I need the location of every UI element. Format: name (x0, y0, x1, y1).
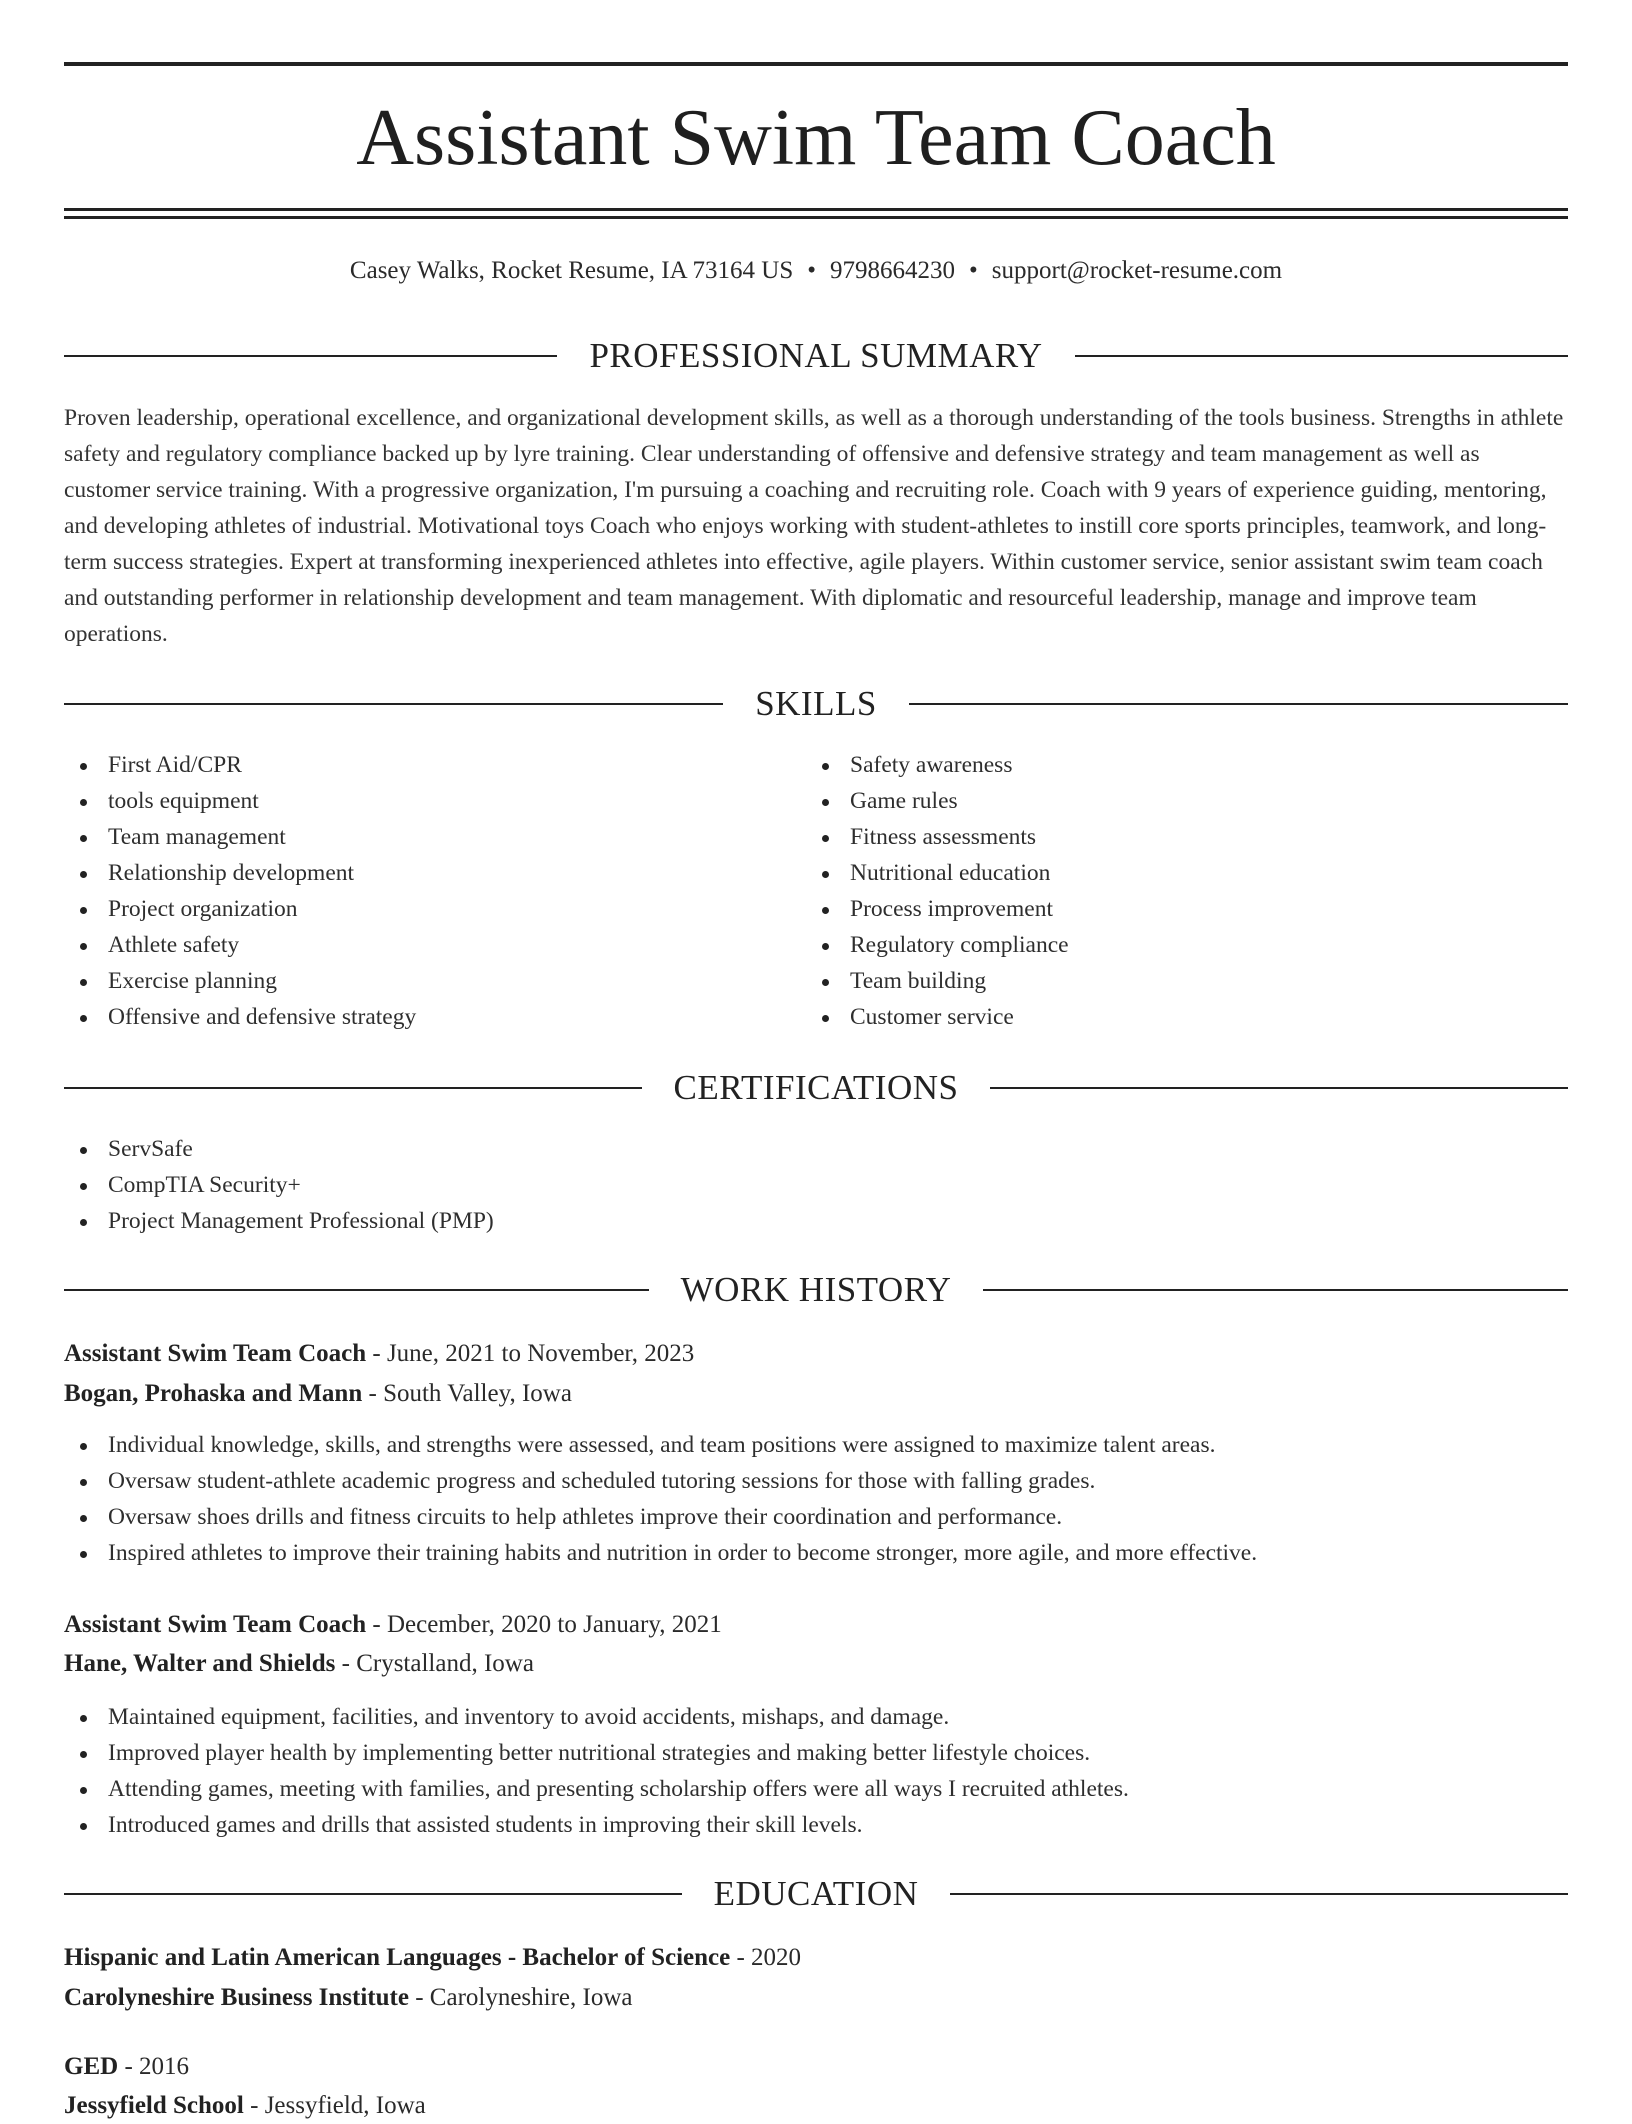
skill-item: Exercise planning (64, 963, 416, 999)
contact-email: support@rocket-resume.com (991, 257, 1283, 284)
certification-item: CompTIA Security+ (64, 1167, 494, 1203)
skill-item: tools equipment (64, 783, 416, 819)
skills-section-heading (64, 682, 1568, 726)
job-location: - Crystalland, Iowa (335, 1650, 534, 1677)
heading-rule (64, 1087, 642, 1089)
job-company: Bogan, Prohaska and Mann (64, 1380, 363, 1407)
job-bullet: Maintained equipment, facilities, and inventory to avoid accidents, mishaps, and damage. (64, 1699, 1129, 1735)
education-school-line (64, 1980, 1568, 2016)
job-title: Assistant Swim Team Coach (64, 1340, 367, 1367)
skill-item: Athlete safety (64, 927, 416, 963)
skill-item: Nutritional education (806, 855, 1069, 891)
heading-rule (909, 703, 1568, 705)
contact-line (0, 253, 1632, 289)
education-year: - 2020 (730, 1944, 802, 1971)
heading-rule (983, 1289, 1568, 1291)
summary-text: Proven leadership, operational excellence, and organizational development skills, as well as a thorough understanding of the tools business. Strengths in athlete safety and regulatory compliance backed up by lyre training. Clear understanding of offensive and defensive strategy and team management as well as customer service training. With a progressive organization, I'm pursuing a coaching and recruiting role. Coach with 9 years of experience guiding, mentoring, and developing athletes of industrial. Motivational toys Coach who enjoys working with student-athletes to instill core sports principles, teamwork, and long-term success strategies. Expert at transforming inexperienced athletes into effective, agile players. Within customer service, senior assistant swim team coach and outstanding performer in relationship development and team management. With diplomatic and resourceful leadership, manage and improve team operations. (64, 405, 1564, 647)
education-school-line (64, 2088, 1568, 2124)
job-bullet: Oversaw shoes drills and fitness circuits to help athletes improve their coordination and performance. (64, 1499, 1257, 1535)
job-bullets (64, 1699, 1129, 1843)
skill-item: Offensive and defensive strategy (64, 999, 416, 1035)
job-bullets (64, 1427, 1257, 1571)
skill-item: Customer service (806, 999, 1069, 1035)
summary-section-heading (64, 334, 1568, 378)
education-heading-label: EDUCATION (713, 1874, 919, 1913)
job-title: Assistant Swim Team Coach (64, 1611, 367, 1638)
job-title-line (64, 1607, 1568, 1643)
header-top-rule (64, 62, 1568, 66)
certification-item: Project Management Professional (PMP) (64, 1203, 494, 1239)
job-bullet: Oversaw student-athlete academic progress and scheduled tutoring sessions for those with falling grades. (64, 1463, 1257, 1499)
skill-item: Relationship development (64, 855, 416, 891)
skill-item: Game rules (806, 783, 1069, 819)
skill-item: Process improvement (806, 891, 1069, 927)
education-degree: Hispanic and Latin American Languages - Bachelor of Science (64, 1944, 731, 1971)
education-location: - Jessyfield, Iowa (243, 2092, 426, 2119)
job-bullet: Individual knowledge, skills, and strengths were assessed, and team positions were assigned to maximize talent areas. (64, 1427, 1257, 1463)
job-bullet: Improved player health by implementing better nutritional strategies and making better lifestyle choices. (64, 1735, 1129, 1771)
header-double-rule-upper (64, 208, 1568, 211)
job-dates: - June, 2021 to November, 2023 (366, 1340, 695, 1367)
job-bullet: Inspired athletes to improve their training habits and nutrition in order to become stronger, more agile, and more effective. (64, 1535, 1257, 1571)
contact-phone: 9798664230 (830, 257, 956, 284)
heading-rule (1075, 355, 1568, 357)
skill-item: Project organization (64, 891, 416, 927)
education-degree-line (64, 1940, 1568, 1976)
resume-title: Assistant Swim Team Coach (356, 94, 1276, 182)
heading-rule (64, 1289, 649, 1291)
summary-heading-label: PROFESSIONAL SUMMARY (589, 336, 1043, 375)
heading-rule (64, 703, 723, 705)
job-company-line (64, 1646, 1568, 1682)
education-degree-line (64, 2049, 1568, 2085)
education-degree: GED (64, 2053, 119, 2080)
skill-item: First Aid/CPR (64, 747, 416, 783)
heading-rule (950, 1893, 1568, 1895)
certifications-list (64, 1131, 494, 1239)
certifications-heading-label: CERTIFICATIONS (673, 1068, 959, 1107)
job-bullet: Introduced games and drills that assisted students in improving their skill levels. (64, 1807, 1129, 1843)
skill-item: Regulatory compliance (806, 927, 1069, 963)
job-dates: - December, 2020 to January, 2021 (366, 1611, 722, 1638)
contact-separator: • (969, 257, 978, 284)
contact-address: Casey Walks, Rocket Resume, IA 73164 US (349, 257, 794, 284)
job-company: Hane, Walter and Shields (64, 1650, 336, 1677)
skills-heading-label: SKILLS (755, 684, 877, 723)
skills-list-left (64, 747, 416, 1035)
certification-item: ServSafe (64, 1131, 494, 1167)
skill-item: Safety awareness (806, 747, 1069, 783)
skills-list-right (806, 747, 1069, 1035)
education-school: Jessyfield School (64, 2092, 244, 2119)
skill-item: Team management (64, 819, 416, 855)
work-history-section-heading (64, 1268, 1568, 1312)
heading-rule (990, 1087, 1568, 1089)
heading-rule (64, 1893, 682, 1895)
job-title-line (64, 1336, 1568, 1372)
education-location: - Carolyneshire, Iowa (408, 1984, 633, 2011)
skill-item: Team building (806, 963, 1069, 999)
contact-separator: • (807, 257, 817, 284)
skill-item: Fitness assessments (806, 819, 1069, 855)
education-section-heading (64, 1872, 1568, 1916)
education-year: - 2016 (118, 2053, 190, 2080)
job-company-line (64, 1376, 1568, 1412)
heading-rule (64, 355, 557, 357)
job-bullet: Attending games, meeting with families, and presenting scholarship offers were all ways I recruited athletes. (64, 1771, 1129, 1807)
education-school: Carolyneshire Business Institute (64, 1984, 409, 2011)
work-history-heading-label: WORK HISTORY (680, 1270, 952, 1309)
job-location: - South Valley, Iowa (362, 1380, 572, 1407)
header-double-rule-lower (64, 216, 1568, 219)
certifications-section-heading (64, 1066, 1568, 1110)
